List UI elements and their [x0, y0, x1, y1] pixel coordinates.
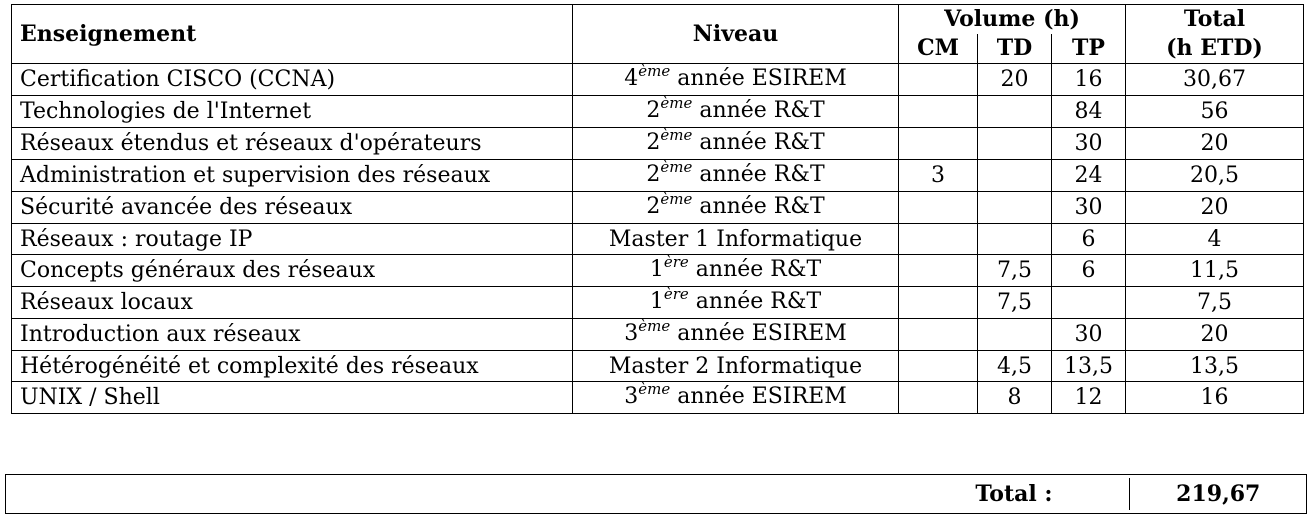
cell-enseignement: UNIX / Shell: [12, 382, 573, 414]
cell-td: 7,5: [978, 287, 1052, 319]
total-row: [5, 478, 1307, 510]
cell-cm: [899, 382, 978, 414]
table-row: [12, 319, 1304, 351]
table-row: [12, 255, 1304, 287]
cell-enseignement: Réseaux étendus et réseaux d'opérateurs: [12, 128, 573, 160]
cell-td: 7,5: [978, 255, 1052, 287]
cell-tp: 30: [1052, 319, 1126, 351]
niveau-ordinal-suffix: ème: [638, 317, 671, 335]
cell-td: [978, 160, 1052, 192]
cell-niveau: [573, 255, 899, 287]
cell-niveau: [573, 319, 899, 351]
cell-enseignement: Introduction aux réseaux: [12, 319, 573, 351]
table-row: [12, 351, 1304, 382]
total-table: [5, 478, 1307, 510]
table-row: [12, 287, 1304, 319]
cell-cm: [899, 287, 978, 319]
cell-niveau: [573, 64, 899, 96]
header-tp: TP: [1052, 34, 1126, 64]
cell-cm: [899, 96, 978, 128]
cell-tp: 24: [1052, 160, 1126, 192]
cell-cm: 3: [899, 160, 978, 192]
table-body: [12, 64, 1304, 414]
niveau-main: 2: [646, 98, 661, 123]
cell-cm: [899, 351, 978, 382]
niveau-ordinal-suffix: ère: [663, 253, 689, 271]
cell-td: 4,5: [978, 351, 1052, 382]
cell-tp: 30: [1052, 128, 1126, 160]
niveau-ordinal-suffix: ème: [638, 380, 671, 398]
header-total: Total: [1126, 5, 1304, 35]
cell-enseignement: Technologies de l'Internet: [12, 96, 573, 128]
niveau-main: 3: [624, 384, 639, 409]
table-row: [12, 128, 1304, 160]
cell-cm: [899, 64, 978, 96]
niveau-ordinal-suffix: ère: [663, 285, 689, 303]
niveau-suffix: année ESIREM: [670, 384, 847, 409]
cell-tp: 12: [1052, 382, 1126, 414]
cell-total: 20: [1126, 192, 1304, 224]
niveau-ordinal-suffix: ème: [660, 94, 693, 112]
niveau-main: Master 1 Informatique: [608, 226, 863, 252]
cell-total: 11,5: [1126, 255, 1304, 287]
cell-tp: 6: [1052, 224, 1126, 255]
cell-enseignement: Certification CISCO (CCNA): [12, 64, 573, 96]
niveau-suffix: année R&T: [688, 257, 822, 282]
cell-tp: 84: [1052, 96, 1126, 128]
header-niveau: Niveau: [573, 5, 899, 64]
header-total-unit: (h ETD): [1126, 34, 1304, 64]
table-row: [12, 160, 1304, 192]
cell-cm: [899, 128, 978, 160]
niveau-ordinal-suffix: ème: [660, 158, 693, 176]
niveau-suffix: année R&T: [692, 130, 825, 155]
cell-td: [978, 96, 1052, 128]
niveau-suffix: année R&T: [692, 194, 825, 219]
cell-enseignement: Sécurité avancée des réseaux: [12, 192, 573, 224]
cell-cm: [899, 255, 978, 287]
cell-td: [978, 128, 1052, 160]
niveau-ordinal-suffix: ème: [660, 126, 693, 144]
cell-enseignement: Hétérogénéité et complexité des réseaux: [12, 351, 573, 382]
cell-total: 56: [1126, 96, 1304, 128]
cell-total: 20,5: [1126, 160, 1304, 192]
header-cm: CM: [899, 34, 978, 64]
cell-td: [978, 319, 1052, 351]
niveau-suffix: année R&T: [692, 162, 825, 187]
niveau-main: 2: [646, 194, 661, 219]
cell-cm: [899, 224, 978, 255]
niveau-suffix: année R&T: [692, 98, 825, 123]
niveau-main: 1: [649, 289, 664, 314]
cell-td: 20: [978, 64, 1052, 96]
cell-niveau: [573, 96, 899, 128]
cell-enseignement: Concepts généraux des réseaux: [12, 255, 573, 287]
niveau-main: 2: [646, 162, 661, 187]
cell-niveau: [573, 382, 899, 414]
cell-total: 20: [1126, 319, 1304, 351]
table-row: [12, 64, 1304, 96]
cell-tp: [1052, 287, 1126, 319]
cell-tp: 13,5: [1052, 351, 1126, 382]
niveau-suffix: année R&T: [688, 289, 822, 314]
cell-tp: 6: [1052, 255, 1126, 287]
header-enseignement: Enseignement: [12, 5, 573, 64]
niveau-main: 4: [624, 66, 639, 91]
table-row: [12, 224, 1304, 255]
niveau-suffix: année ESIREM: [670, 321, 847, 346]
cell-tp: 30: [1052, 192, 1126, 224]
table-row: [12, 382, 1304, 414]
niveau-main: Master 2 Informatique: [608, 353, 863, 379]
cell-total: 30,67: [1126, 64, 1304, 96]
table-row: [12, 192, 1304, 224]
table-row: [12, 96, 1304, 128]
cell-total: 16: [1126, 382, 1304, 414]
cell-niveau: [573, 351, 899, 382]
niveau-main: 1: [649, 257, 664, 282]
cell-enseignement: Réseaux : routage IP: [12, 224, 573, 255]
cell-niveau: [573, 128, 899, 160]
cell-td: [978, 224, 1052, 255]
cell-td: 8: [978, 382, 1052, 414]
cell-niveau: [573, 287, 899, 319]
niveau-ordinal-suffix: ème: [638, 62, 671, 80]
cell-total: 7,5: [1126, 287, 1304, 319]
teaching-table: [11, 4, 1304, 414]
cell-niveau: [573, 224, 899, 255]
cell-niveau: [573, 160, 899, 192]
total-value: 219,67: [1129, 478, 1307, 510]
total-label: Total :: [5, 478, 1129, 510]
cell-total: 4: [1126, 224, 1304, 255]
cell-total: 20: [1126, 128, 1304, 160]
niveau-ordinal-suffix: ème: [660, 190, 693, 208]
cell-enseignement: Réseaux locaux: [12, 287, 573, 319]
header-td: TD: [978, 34, 1052, 64]
header-volume: Volume (h): [899, 5, 1126, 35]
niveau-main: 2: [646, 130, 661, 155]
niveau-main: 3: [624, 321, 639, 346]
cell-cm: [899, 192, 978, 224]
cell-td: [978, 192, 1052, 224]
cell-enseignement: Administration et supervision des réseaux: [12, 160, 573, 192]
cell-tp: 16: [1052, 64, 1126, 96]
cell-total: 13,5: [1126, 351, 1304, 382]
niveau-suffix: année ESIREM: [670, 66, 847, 91]
cell-niveau: [573, 192, 899, 224]
cell-cm: [899, 319, 978, 351]
